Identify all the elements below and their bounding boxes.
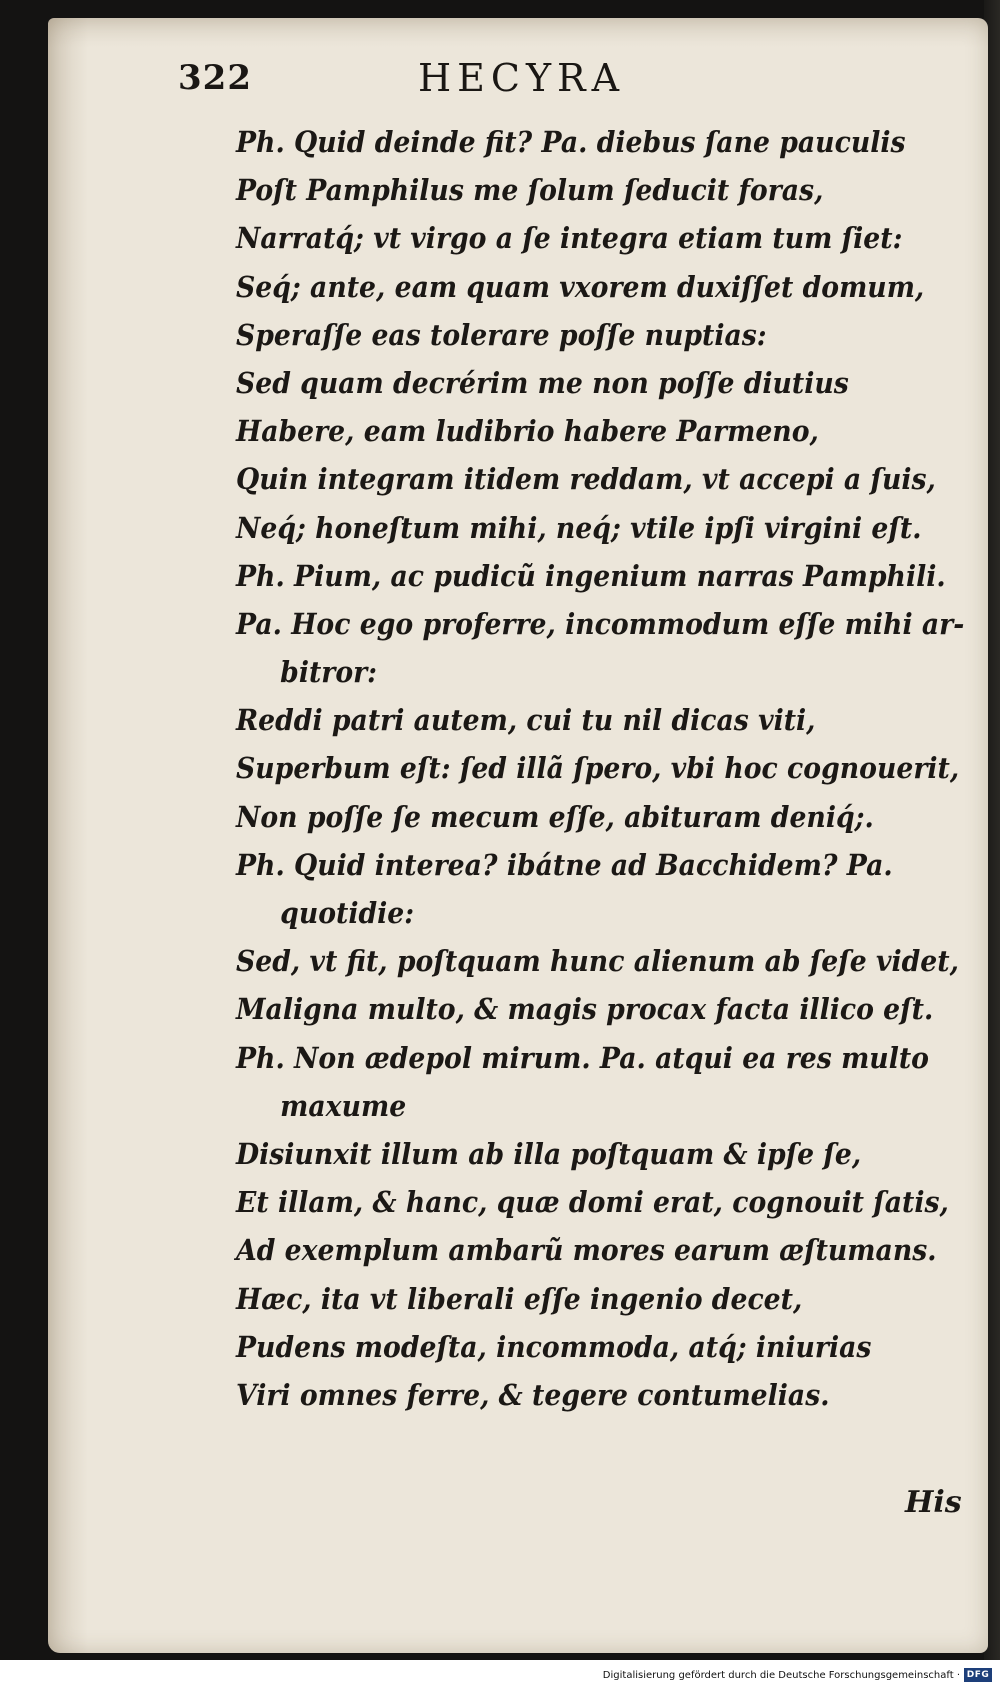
text-line: Narratq́; vt virgo a ſe integra etiam tum ſiet: — [236, 221, 903, 256]
page-header — [178, 50, 818, 110]
text-line: Non poſſe ſe mecum eſſe, abituram deniq́;. — [236, 799, 874, 834]
dfg-logo: DFG — [964, 1668, 992, 1682]
text-line: Poſt Pamphilus me ſolum ſeducit foras, — [236, 173, 824, 208]
running-title: HECYRA — [418, 56, 626, 100]
text-line-continuation: quotidie: — [280, 896, 415, 930]
text-line: Viri omnes ferre, & tegere contumelias. — [236, 1377, 830, 1412]
catchword: His — [905, 1485, 962, 1520]
text-line: Quin integram itidem reddam, vt accepi a ſuis, — [236, 462, 936, 497]
digitization-footer — [0, 1660, 1000, 1694]
text-line: Pa. Hoc ego proferre, incommodum eſſe mihi ar- — [236, 606, 965, 641]
text-line: Et illam, & hanc, quæ domi erat, cognouit ſatis, — [236, 1185, 949, 1220]
text-line-continuation: maxume — [280, 1088, 407, 1123]
text-line: Hæc, ita vt liberali eſſe ingenio decet, — [236, 1281, 803, 1316]
text-line: Speraſſe eas tolerare poſſe nuptias: — [236, 317, 767, 352]
text-line: Ph. Pium, ac pudicũ ingenium narras Pamphili. — [236, 558, 946, 593]
text-line: Sed quam decrérim me non poſſe diutius — [236, 365, 849, 400]
text-line: Ad exemplum ambarũ mores earum æſtumans. — [236, 1233, 937, 1268]
text-line: Ph. Quid interea? ibátne ad Bacchidem? Pa. — [236, 847, 893, 882]
text-line: Ph. Quid deinde fit? Pa. diebus ſane pauculis — [236, 125, 906, 159]
text-line: Seq́; ante, eam quam vxorem duxiſſet domum, — [236, 269, 925, 304]
text-line: Superbum eſt: ſed illã ſpero, vbi hoc cognouerit, — [236, 751, 960, 786]
page-number: 322 — [178, 58, 252, 98]
verse-text — [236, 118, 965, 1419]
text-line: Maligna multo, & magis procax facta illico eſt. — [236, 992, 934, 1027]
text-line: Reddi patri autem, cui tu nil dicas viti, — [236, 703, 816, 738]
text-line-continuation: bitror: — [280, 655, 378, 690]
text-line: Neq́; honeſtum mihi, neq́; vtile ipſi virgini eſt. — [236, 510, 922, 545]
text-line: Disiunxit illum ab illa poſtquam & ipſe ſe, — [236, 1136, 862, 1171]
text-line: Ph. Non ædepol mirum. Pa. atqui ea res multo — [236, 1040, 929, 1075]
text-line: Sed, vt fit, poſtquam hunc alienum ab ſeſe videt, — [236, 944, 959, 979]
text-line: Pudens modeſta, incommoda, atq́; iniurias — [236, 1329, 872, 1364]
funding-credit: Digitalisierung gefördert durch die Deutsche Forschungsgemeinschaft · — [602, 1670, 960, 1681]
text-line: Habere, eam ludibrio habere Parmeno, — [236, 414, 819, 449]
